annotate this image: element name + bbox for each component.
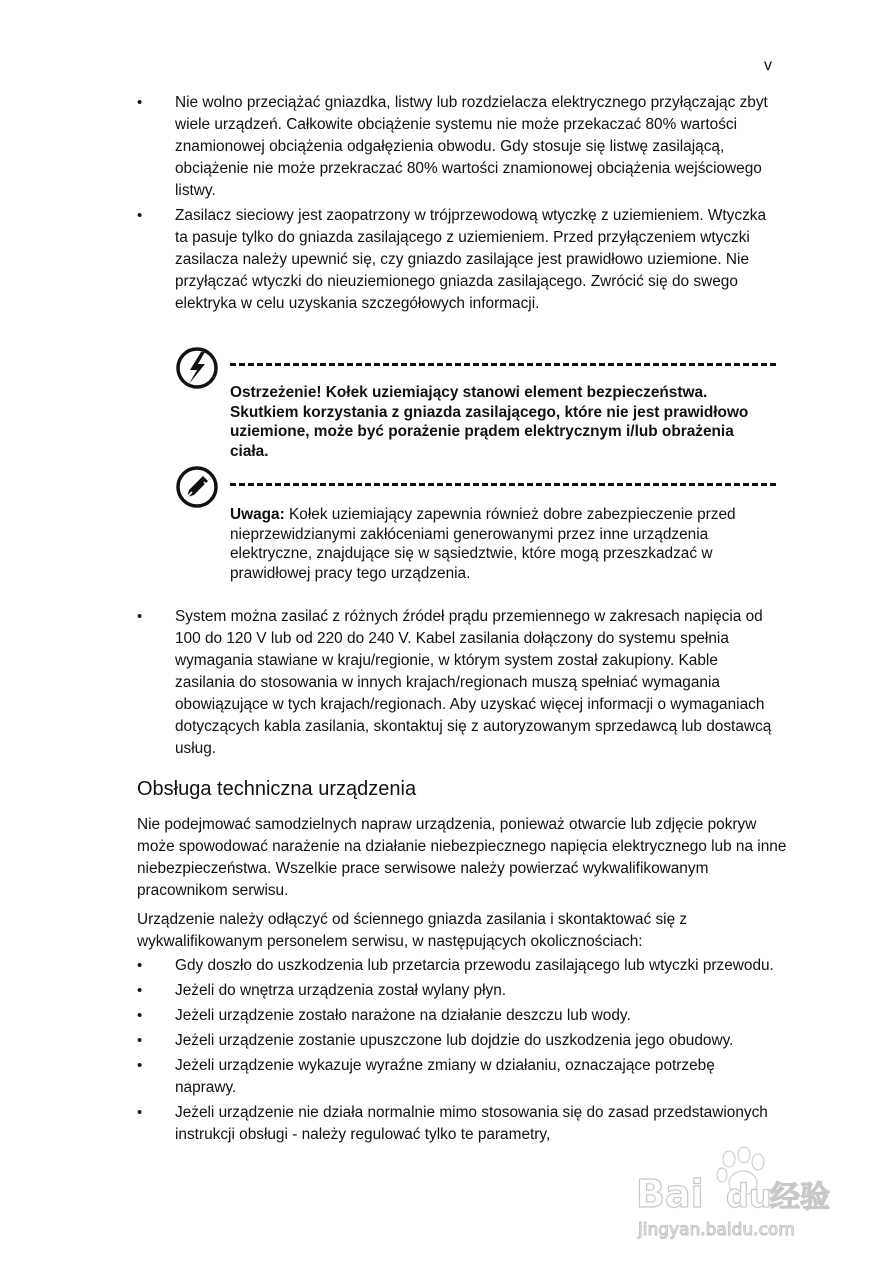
bullet-list-service	[0, 955, 892, 1146]
bullet-marker: •	[137, 94, 143, 111]
watermark-brand-cn: 经验	[770, 1180, 830, 1215]
list-item	[0, 1102, 892, 1146]
divider-dashed	[230, 363, 776, 366]
paragraph: Urządzenie należy odłączyć od ściennego gniazda zasilania i skontaktować się z wykwalifikowanym personelem serwisu, w następujących okolicznościach:	[137, 911, 688, 950]
list-item	[0, 1005, 892, 1027]
bullet-marker: •	[137, 957, 143, 974]
note-body: Kołek uziemiający zapewnia również dobre zabezpieczenie przed nieprzewidzianymi zakłóceniami generowanymi przez inne urządzenia elektryczne, znajdujące się w sąsiedztwie, które mogą przeszkadzać w prawidłowej pracy tego urządzenia.	[230, 506, 736, 583]
list-item-text: System można zasilać z różnych źródeł prądu przemiennego w zakresach napięcia od 100 do 120 V lub od 220 do 240 V. Kabel zasilania dołączony do systemu spełnia wymagania stawiane w kraju/regionie, w którym system został zakupiony. Kable zasilania do stosowania w innych krajach/regionach muszą spełniać wymagania obowiązujące w tych krajach/regionach. Aby uzyskać więcej informacji o wymaganiach dotyczących kabla zasilania, skontaktuj się z autoryzowanym sprzedawcą lub dostawcą usług.	[175, 608, 772, 757]
pen-note-icon	[175, 465, 219, 509]
list-item	[0, 606, 892, 760]
bullet-marker: •	[137, 1057, 143, 1074]
bullet-marker: •	[137, 1104, 143, 1121]
lightning-warning-icon	[175, 346, 219, 390]
bullet-marker: •	[137, 982, 143, 999]
page-number: v	[764, 57, 772, 74]
section-heading: Obsługa techniczna urządzenia	[137, 778, 417, 800]
watermark-url: jingyan.baidu.com	[638, 1220, 795, 1240]
watermark-brand-left: Bai	[636, 1172, 704, 1216]
list-item-text: Nie wolno przeciążać gniazdka, listwy lub rozdzielacza elektrycznego przyłączając zbyt wiele urządzeń. Całkowite obciążenie systemu nie może przekaczać 80% wartości znamionowej obciążenia odgałęzienia obwodu. Gdy stosuje się listwę zasilającą, obciążenie nie może przekraczać 80% wartości znamionowej obciążenia wejściowego listwy.	[175, 94, 768, 199]
warning-text: Ostrzeżenie! Kołek uziemiający stanowi element bezpieczeństwa. Skutkiem korzystania z gniazda zasilającego, które nie jest prawidłowo uziemione, może być porażenie prądem elektrycznym i/lub obrażenia ciała.	[230, 384, 749, 461]
bullet-marker: •	[137, 1007, 143, 1024]
bullet-marker: •	[137, 207, 143, 224]
paragraph: Nie podejmować samodzielnych napraw urządzenia, ponieważ otwarcie lub zdjęcie pokryw może spowodować narażenie na działanie niebezpiecznego napięcia elektrycznego lub na inne niebezpieczeństwa. Wszelkie prace serwisowe należy powierzać wykwalifikowanym pracownikom serwisu.	[137, 816, 787, 899]
bullet-marker: •	[137, 1032, 143, 1049]
bullet-marker: •	[137, 608, 143, 625]
list-item-text: Gdy doszło do uszkodzenia lub przetarcia przewodu zasilającego lub wtyczki przewodu.	[175, 957, 774, 974]
list-item-text: Jeżeli urządzenie wykazuje wyraźne zmiany w działaniu, oznaczające potrzebę naprawy.	[175, 1057, 715, 1096]
bullet-list-mid	[0, 606, 892, 760]
list-item	[0, 1030, 892, 1052]
note-label: Uwaga:	[230, 506, 285, 523]
note-text	[230, 505, 770, 584]
list-item	[0, 980, 892, 1002]
list-item-text: Jeżeli urządzenie zostanie upuszczone lub dojdzie do uszkodzenia jego obudowy.	[175, 1032, 734, 1049]
watermark-brand-right: du	[726, 1177, 772, 1215]
list-item	[0, 955, 892, 977]
baidu-watermark-logo	[636, 1145, 846, 1245]
list-item-text: Jeżeli do wnętrza urządzenia został wylany płyn.	[175, 982, 507, 999]
list-item-text: Jeżeli urządzenie nie działa normalnie mimo stosowania się do zasad przedstawionych instrukcji obsługi - należy regulować tylko te parametry,	[175, 1104, 768, 1143]
list-item	[0, 1055, 892, 1099]
list-item	[0, 205, 892, 315]
list-item	[0, 92, 892, 202]
bullet-list-top	[0, 92, 892, 315]
list-item-text: Jeżeli urządzenie zostało narażone na działanie deszczu lub wody.	[175, 1007, 631, 1024]
divider-dashed	[230, 483, 776, 486]
list-item-text: Zasilacz sieciowy jest zaopatrzony w trójprzewodową wtyczkę z uziemieniem. Wtyczka ta pasuje tylko do gniazda zasilającego z uziemieniem. Przed przyłączeniem wtyczki zasilacza należy upewnić się, czy gniazdo zasilające jest prawidłowo uziemione. Nie przyłączać wtyczki do nieuziemionego gniazda zasilającego. Zwrócić się do swego elektryka w celu uzyskania szczegółowych informacji.	[175, 207, 767, 312]
